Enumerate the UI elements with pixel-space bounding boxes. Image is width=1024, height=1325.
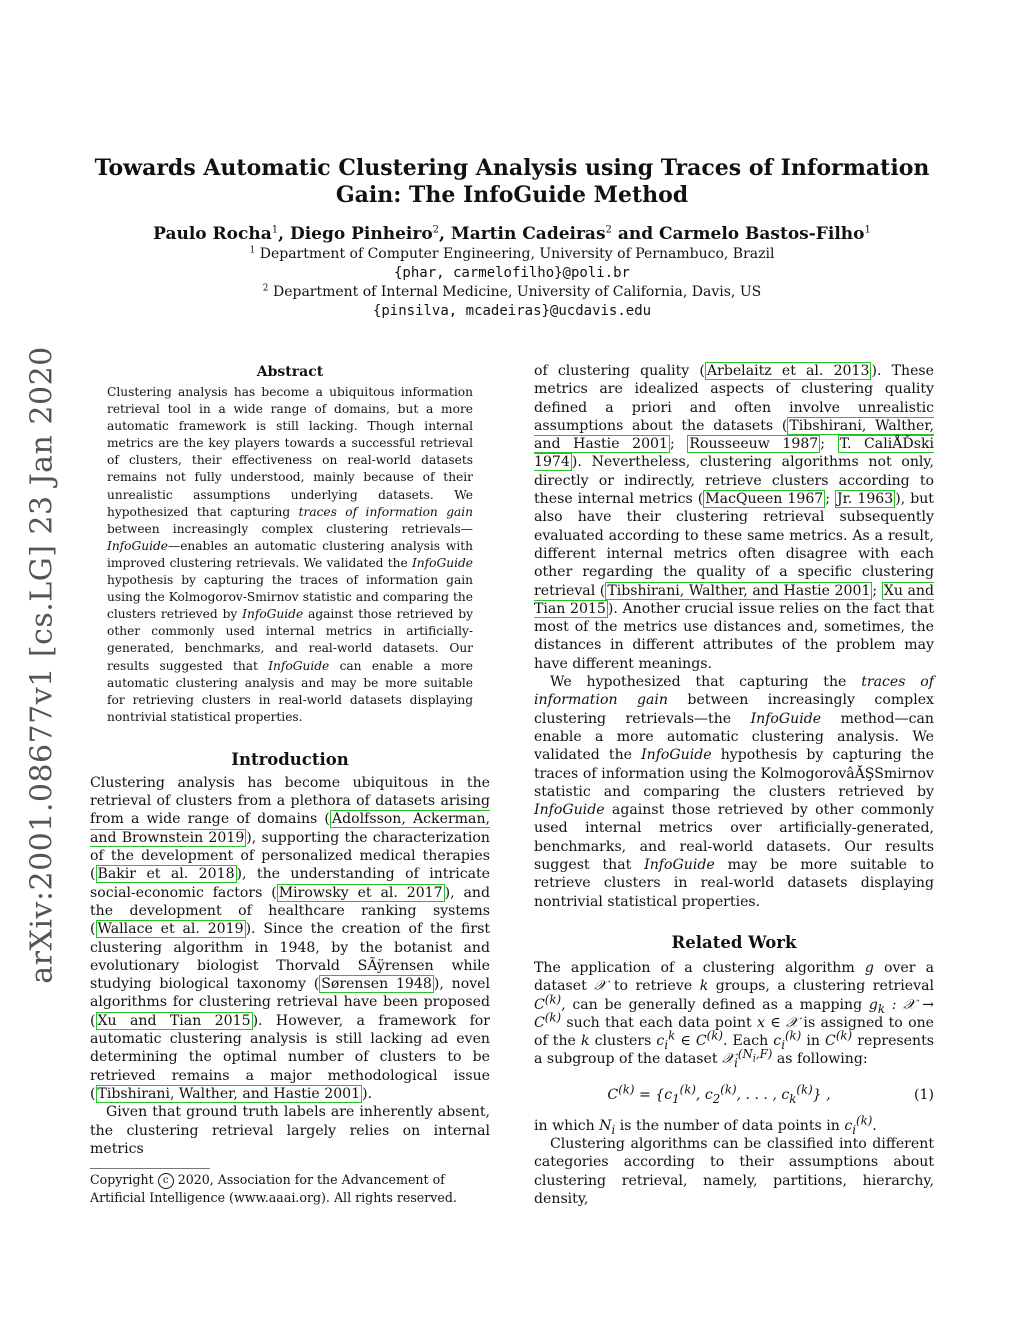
math-ci: $c_i^{(k)}$ [844,1113,873,1137]
text-segment: ), supporting the characterization of the development of personalized medical therapies ( [90,829,490,883]
abstract-segment: can enable a more automatic clustering analysis and may be more suitable for retrieving clusters in real-world datasets displaying nontrivial statistical properties. [107,658,473,724]
introduction-paragraph-1 [90,774,490,1103]
text-segment: ), novel algorithms for clustering retrieval have been proposed ( [90,976,490,1029]
text-segment: to retrieve [606,978,700,995]
paper-title [90,155,934,209]
citation-link[interactable]: Rousseeuw 1987 [689,436,819,453]
copyright-icon: c [158,1173,174,1189]
author-conjunction: and [611,224,660,244]
text-segment: ; [825,491,836,508]
left-column [90,362,490,1206]
text-segment: such that each data point [561,1014,757,1031]
footnote-rule [90,1168,210,1169]
math-g: g [864,959,874,976]
text-segment: ; [670,436,688,453]
math-Ck: $C^{(k)}$ [534,991,562,1013]
author-list [90,223,934,245]
text-segment: hypothesis by capturing the traces of information using the KolmogorovâĂŞSmirnov statistic and comparing the clusters retrieved by [534,747,934,800]
arxiv-identifier-stamp [12,346,72,984]
math-X: 𝒳 [594,978,607,995]
text-segment: groups, a clustering retrieval [708,978,934,995]
math-k: k [580,1033,590,1050]
abstract-text [107,384,473,726]
right-column [534,362,934,1208]
citation-link[interactable]: Wallace et al. 2019 [97,921,244,938]
text-segment: against those retrieved by other commonly used internal metrics over artificially-generated, benchmarks, and real-world datasets. Our results suggest that [534,802,934,874]
text-segment: over a dataset [534,959,935,995]
math-subgroup: 𝒳$_i^{(N_i,F)}$ [722,1046,773,1071]
abstract-heading: Abstract [256,364,324,380]
abstract-segment: Clustering analysis has become a ubiquitous information retrieval tool in a wide range of domains, but a more automatic framework is still lacking. Though internal metrics are the key players towards a successful retrieval of clusters, their effectiveness on real-world datasets remains not fully understood, mainly because of their unrealistic assumptions underlying datasets. We hypothesized that capturing [107,385,473,519]
citation-link[interactable]: Tibshirani, Walther, and Hastie 2001 [534,417,934,453]
author-name: Diego Pinheiro [289,224,433,244]
emphasis: InfoGuide [644,857,715,874]
citation-link[interactable]: Sørensen 1948 [321,976,432,993]
text-segment: ), and the development of healthcare ranking systems ( [90,884,490,938]
text-segment: . Each [722,1033,774,1050]
citation-link[interactable]: T. CaliÅĎski 1974 [534,436,934,471]
author-affiliation-mark: 2 [605,224,612,236]
abstract-segment: hypothesis by capturing the traces of information gain using the Kolmogorov-Smirnov statistic and comparing the clusters retrieved by [107,573,473,622]
citation-link[interactable]: Xu and Tian 2015 [534,582,934,617]
affiliation-number: 1 [249,245,256,256]
abstract-segment: —enables an automatic clustering analysis with improved clustering retrievals. We validated the [107,538,473,570]
author-name: Martin Cadeiras [450,224,606,244]
abstract-segment: between increasingly complex clustering retrievals— [107,521,473,536]
introduction-paragraph-2: Given that ground truth labels are inherently absent, the clustering retrieval largely relies on internal metrics [90,1104,490,1157]
text-segment: as following: [772,1051,868,1068]
text-segment: The application of a clustering algorithm [534,959,865,976]
equation-body: $C^{(k)} = \{c_1^{(k)}$, $c_2^{(k)}$, . . . , $c_k^{(k)}$} , [607,1082,831,1106]
related-work-paragraph-1 [534,959,934,1069]
abstract-emphasis: InfoGuide [268,658,330,673]
text-segment: ; [820,436,838,453]
email-2: {pinsilva, mcadeiras}@ucdavis.edu [372,303,652,319]
introduction-paragraph-4 [534,673,934,911]
email-1: {phar, carmelofilho}@poli.br [393,265,630,281]
affiliation-text: Department of Internal Medicine, University of California, Davis, US [268,284,762,300]
math-mapping: $g_k$ : 𝒳 → $C^{(k)}$ [534,996,934,1031]
citation-link[interactable]: Arbelaitz et al. 2013 [706,363,870,379]
text-segment: ), the understanding of intricate social-economic factors ( [90,866,491,901]
citation-link[interactable]: Bakir et al. 2018 [97,866,235,883]
text-segment: We hypothesized that capturing the [550,674,862,691]
text-segment: method—can enable a more automatic clustering analysis. We validated the [534,710,934,764]
text-segment: ; [872,582,882,599]
author-name: Carmelo Bastos-Filho [659,224,865,244]
text-segment: between increasingly complex clustering retrievals—the [534,692,934,727]
citation-link[interactable]: Xu and Tian 2015 [97,1012,251,1029]
text-segment: of clustering quality ( [534,363,705,379]
citation-link[interactable]: Mirowsky et al. 2017 [278,884,443,901]
citation-link[interactable]: Jr. 1963 [837,491,894,508]
affiliation-1 [90,245,934,264]
footnote-prefix: Copyright [90,1172,158,1188]
title-block [90,155,934,321]
author-affiliation-mark: 2 [432,224,440,236]
text-segment: , can be generally defined as a mapping [561,996,869,1013]
related-work-paragraph-1-continued [534,1113,934,1137]
abstract-emphasis: InfoGuide [242,607,304,622]
text-segment: ). [362,1085,373,1102]
text-segment: ). These metrics are idealized aspects of clustering quality defined a priori and often involve unrealistic assumptions about the datasets ( [534,363,934,434]
author-separator: , [278,224,290,244]
abstract-segment: against those retrieved by other commonly used internal metrics in artificially-generated, benchmarks, and real-world datasets. Our results suggested that [107,607,473,673]
text-segment: is assigned to one of the [534,1014,934,1050]
arxiv-id-text: arXiv:2001.08677v1 [cs.LG] 23 Jan 2020 [24,346,60,984]
affiliation-2 [90,283,934,302]
copyright-footnote [90,1171,490,1206]
math-k: k [699,978,709,995]
text-segment: is the number of data points in [615,1117,845,1134]
introduction-paragraph-3 [534,362,934,673]
author-name: Paulo Rocha [153,224,272,244]
math-ci: $c_i^{(k)}$ [773,1028,802,1052]
emphasis: InfoGuide [750,710,822,727]
author-affiliation-mark: 1 [271,224,279,236]
affiliation-number: 2 [262,283,269,294]
equation-1 [534,1079,934,1111]
equation-number: (1) [914,1086,934,1103]
emphasis: traces of information gain [534,674,934,709]
author-affiliation-mark: 1 [864,224,871,236]
author-separator: , [439,224,451,244]
introduction-heading: Introduction [231,749,349,769]
text-segment: ). Nevertheless, clustering algorithms not only, directly or indirectly, retrieve clusters according to these internal metrics ( [534,454,934,508]
citation-link[interactable]: Adolfsson, Ackerman, and Brownstein 2019 [90,811,491,846]
math-Ni: $N_i$ [599,1117,616,1137]
title-line-2: Gain: The InfoGuide Method [335,182,689,208]
emphasis: InfoGuide [534,802,605,819]
text-segment: clusters [589,1033,657,1050]
related-work-paragraph-2: Clustering algorithms can be classified into different categories according to their assumptions about clustering retrieval, namely, partitions, hierarchy, density, [534,1135,934,1207]
abstract-emphasis: InfoGuide [107,538,169,553]
math-cluster-membership: $c_i^k$ ∈ $C^{(k)}$ [656,1028,723,1052]
text-segment: represents a subgroup of the dataset [534,1033,934,1068]
title-line-1: Towards Automatic Clustering Analysis using Traces of Information [94,155,930,181]
related-work-heading: Related Work [671,932,797,952]
text-segment: may be more suitable to retrieve clusters in real-world datasets displaying nontrivial statistical properties. [534,857,935,910]
citation-link[interactable]: Tibshirani, Walther, and Hastie 2001 [97,1085,361,1102]
text-segment: ). Since the creation of the first clustering algorithm in 1948, by the botanist and evolutionary biologist Thorvald SÃÿrensen while studying biological taxonomy ( [90,921,490,993]
affiliation-text: Department of Computer Engineering, University of Pernambuco, Brazil [255,246,775,262]
citation-link[interactable]: Tibshirani, Walther, and Hastie 2001 [607,582,871,599]
text-segment: ), but also have their clustering retrieval subsequently evaluated according to these same metrics. As a result, different internal metrics often disagree with each other regarding the quality of a specific clustering retrieval ( [534,491,934,599]
emphasis: InfoGuide [641,747,712,764]
abstract-emphasis: InfoGuide [411,555,473,570]
math-x-in-X: x ∈ 𝒳 [757,1014,799,1031]
text-segment: . [872,1117,877,1134]
citation-link[interactable]: MacQueen 1967 [705,491,824,508]
text-segment: ). However, a framework for automatic clustering analysis is still lacking ad even determining the optimal number of clusters to be retrieved remains a major methodological issue ( [90,1012,491,1102]
text-segment: in which [534,1117,600,1134]
math-Ck: $C^{(k)}$ [825,1028,853,1050]
text-segment: ). Another crucial issue relies on the fact that most of the metrics use distances and, sometimes, the distances in different attributes of the problem may have different meanings. [534,600,934,672]
footnote-text: 2020, Association for the Advancement of Artificial Intelligence (www.aaai.org). All rights reserved. [90,1172,457,1205]
abstract-emphasis: traces of information gain [298,504,474,519]
text-segment: Clustering analysis has become ubiquitous in the retrieval of clusters from a plethora of datasets arising from a wide range of domains ( [90,774,490,828]
text-segment: in [801,1033,826,1050]
